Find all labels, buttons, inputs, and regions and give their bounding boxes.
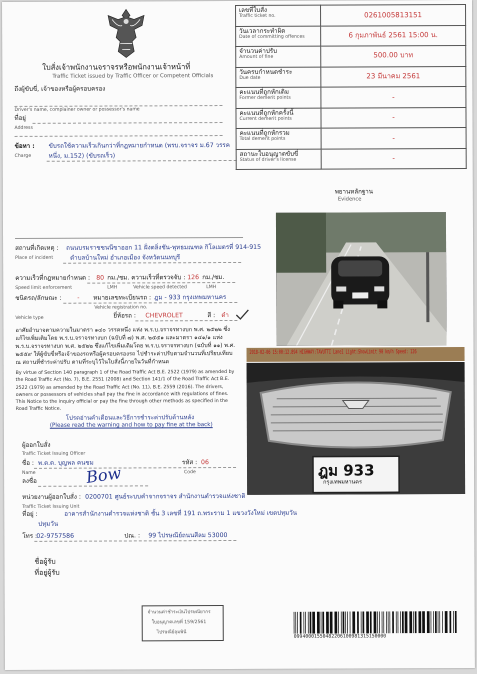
info-label-en: Former demerit points <box>239 95 291 102</box>
info-label-th: คะแนนที่ถูกหักรวม <box>239 129 290 137</box>
issuer-code-label: รหัส : <box>181 459 198 467</box>
info-value: 0261005813151 <box>321 4 466 25</box>
vehicle-plate-label: หมายเลขทะเบียนรถ : <box>93 294 152 302</box>
vehicle-type-value: - <box>77 294 80 302</box>
vehicle-brand-value: CHEVROLET <box>145 312 183 320</box>
to-label: ถึงผู้ขับขี่, เจ้าของหรือผู้ครอบครอง <box>14 85 106 93</box>
place-value: ถนนบรมราชชนนีขาออก 11 ฝั่งตลิ่งชัน-พุทธมณฑล กิโลเมตรที่ 914-915 <box>66 243 262 252</box>
info-row <box>236 66 466 88</box>
issuer-name-label: ชื่อ : <box>21 459 34 467</box>
evidence-car-photo <box>276 212 447 346</box>
info-row <box>236 107 466 129</box>
traffic-ticket-page <box>2 0 475 670</box>
speed-unit-en: LMH <box>107 285 118 291</box>
info-label-th: คะแนนที่ถูกหักเดิม <box>239 88 289 96</box>
place-label: สถานที่เกิดเหตุ : <box>15 244 59 252</box>
plate-number-text: ฎม 933 <box>318 461 375 480</box>
unit-label-en: Traffic Ticket Issuing Unit <box>22 504 80 510</box>
law-text-en: By virtue of Section 140 paragraph 1 of the Road Traffic Act B.E. 2522 (1979) as amended by the Road Traffic Act (No. 7), B.E. 2551 (2008) and Section 141/1 of the Road Traffic Act B.E. 2522 (1979) as amended by the Road Traffic Act (No. 11), B.E. 2559 (2016). The drivers, owners or possessors of vehicles shall pay the fine in accordance with regulations of fines. This Notice to the inquiry official or pay the fine through other methods as specified in the Road Traffic Notice. <box>15 369 235 413</box>
barcode-number: 09940001550482206100981315150000 <box>293 634 387 640</box>
unit-address-value: อาคารสำนักงานตำรวจแห่งชาติ ชั้น 3 เลขที่ 191 ถ.พระราม 1 แขวงวังใหม่ เขตปทุมวัน <box>64 509 297 518</box>
signature-label: ลงชื่อ <box>22 477 37 485</box>
info-value: 6 กุมภาพันธ์ 2561 15:00 น. <box>321 25 466 46</box>
info-label-th: เลขที่ใบสั่ง <box>239 6 268 14</box>
info-value: - <box>321 148 466 169</box>
info-label-th: วันเวลากระทำผิด <box>239 27 286 35</box>
postal-box-line-3: ไปรษณีย์ลุมพินี <box>156 630 187 636</box>
warning-text-en: (Please read the warning and how to pay fine at the back) <box>49 422 213 429</box>
charge-text-2: หนึ่ง, ม.152) (ขับรถเร็ว) <box>48 152 116 160</box>
info-label-th: สถานะใบอนุญาตขับขี่ <box>239 150 299 158</box>
info-label-th: วันครบกำหนดชำระ <box>239 68 293 76</box>
place-value-2: ตำบลบ้านใหม่ อำเภอเมือง จังหวัดนนทบุรี <box>70 254 181 262</box>
law-text-th: อาศัยอำนาจตามความในมาตรา ๑๔๐ วรรคหนึ่ง แห่ง พ.ร.บ.จราจรทางบก พ.ศ. ๒๕๒๒ ซึ่งแก้ไขเพิ่มเติมโดย พ.ร.บ.จราจรทางบก (ฉบับที่ ๗) พ.ศ. ๒๕๕๑ และมาตรา ๑๔๑/๑ แห่ง พ.ร.บ.จราจรทางบก พ.ศ. ๒๕๒๒ ซึ่งแก้ไขเพิ่มเติมโดย พ.ร.บ.จราจรทางบก (ฉบับที่ ๑๑) พ.ศ. ๒๕๕๙ ให้ผู้ขับขี่หรือเจ้าของรถหรือผู้ครอบครองรถ ไปชำระค่าปรับตามจำนวนที่เปรียบเทียบ ณ สถานที่ชำระค่าปรับ ตามที่ระบุไว้ในใบสั่งนี้ภายในวันที่กำหนด <box>15 327 236 367</box>
recipient-address-label: ที่อยู่ผู้รับ <box>34 568 60 577</box>
vehicle-brand-label: ยี่ห้อรถ : <box>113 312 136 320</box>
unit-value: 0200701 ศูนย์ระบบคำจากจราจร สำนักงานตำรวจแห่งชาติ <box>85 492 246 501</box>
unit-tel-label: โทร : <box>22 532 38 540</box>
vehicle-color-label: สี : <box>207 312 216 320</box>
info-row <box>236 127 466 149</box>
info-label-en: Total demerit points <box>239 136 286 143</box>
info-value: - <box>321 127 466 148</box>
speed-limit-value: 80 <box>96 274 105 282</box>
vehicle-type-label-en: Vehicle type <box>15 315 44 321</box>
vehicle-plate-value: ฎม - 933 กรุงเทพมหานคร <box>154 294 227 302</box>
recipient-name-label: ชื่อผู้รับ <box>34 557 56 566</box>
place-label-en: Place of incident <box>15 255 54 261</box>
speed-detected-unit: กม./ชม. <box>202 274 225 282</box>
warning-text-th: โปรดอ่านคำเตือนและวิธีการชำระค่าปรับด้านหลัง <box>65 414 195 422</box>
info-label-en: Date of committing offences <box>239 34 305 40</box>
ticket-info-table <box>235 4 467 170</box>
evidence-title-th: พยานหลักฐาน <box>334 188 374 196</box>
unit-tel-value: 02-9757586 <box>36 532 75 540</box>
address-label-th: ที่อยู่ <box>14 114 26 122</box>
unit-address-value-2: ปทุมวัน <box>38 520 59 528</box>
issuer-signature: Bow <box>84 463 123 487</box>
speed-detected-label-en: Vehicle speed detected <box>133 285 187 291</box>
info-label-th: คะแนนที่ถูกหักครั้งนี้ <box>239 109 294 117</box>
unit-post-value: 99 ไปรษณีย์ถนนสีลม 53000 <box>148 532 228 540</box>
info-label-en: Traffic ticket no. <box>239 13 276 20</box>
postal-box-line-1: จำนวนค่าชำระเงินไปรษณียากร <box>147 610 211 616</box>
speed-detected-label: ความเร็วที่ตรวจจับ : <box>131 274 186 282</box>
info-row <box>236 4 466 26</box>
speed-detected-unit-en: LMH <box>206 285 217 291</box>
info-label-en: Due date <box>239 75 261 81</box>
speed-limit-label: ความเร็วที่กฎหมายกำหนด : <box>15 274 91 282</box>
vehicle-plate-label-en: Vehicle registration no. <box>94 305 148 311</box>
ticket-title-en: Traffic Ticket issued by Traffic Officer or Competent Officials <box>52 73 214 80</box>
info-row <box>236 45 466 67</box>
charge-label: ข้อหา : <box>14 142 35 150</box>
checkmark-icon <box>235 306 249 318</box>
vehicle-color-value: ดำ <box>221 312 229 320</box>
evidence-title-en: Evidence <box>337 196 362 203</box>
info-value: - <box>321 107 466 128</box>
plate-province-text: กรุงเทพมหานคร <box>323 479 362 486</box>
speed-limit-unit: กม./ชม. <box>107 274 130 282</box>
unit-post-label: ปณ. : <box>124 532 141 540</box>
info-row <box>236 86 466 108</box>
info-label-en: Amount of fine <box>239 54 274 61</box>
ticket-title-th: ใบสั่งเจ้าพนักงานจราจรหรือพนักงานเจ้าหน้าที่ <box>42 62 191 72</box>
info-label-th: จำนวนค่าปรับ <box>239 47 278 55</box>
vehicle-type-label: ชนิดรถ/ลักษณะ : <box>15 294 62 302</box>
charge-text: ขับรถใช้ความเร็วเกินกว่าที่กฎหมายกำหนด (พรบ.จราจร ม.67 วรรค <box>48 142 230 150</box>
info-value: 500.00 บาท <box>321 45 466 66</box>
issuer-name-value: พ.ต.ต. บุญพล คนชม <box>37 459 94 467</box>
unit-address-label: ที่อยู่ : <box>22 510 38 518</box>
info-label-en: Current demerit points <box>239 116 292 122</box>
camera-overlay-text: 2018-02-06 15:00:12.894 HIGHWAY:TAVUTTI Lane1 Light:ShowLimit 90 km/h Speed: 126 <box>249 349 417 356</box>
issuer-label-en: Traffic Ticket Issuing Officer <box>21 451 86 457</box>
charge-label-en: Charge <box>14 153 32 159</box>
info-value: - <box>321 86 466 107</box>
unit-label: หน่วยงานผู้ออกใบสั่ง : <box>22 493 81 501</box>
issuer-code-en: Code <box>184 470 196 476</box>
postal-box-line-2: ใบอนุญาตเลขที่ 159/2561 <box>151 620 207 626</box>
issuer-label: ผู้ออกใบสั่ง <box>21 441 51 449</box>
issuer-code-value: 06 <box>200 459 209 467</box>
info-row <box>236 25 466 47</box>
info-label-en: Status of driver's license <box>239 157 297 163</box>
info-row <box>236 148 466 170</box>
garuda-emblem-icon <box>104 7 148 59</box>
speed-limit-label-en: Speed limit enforcement <box>15 285 73 291</box>
barcode <box>293 611 458 634</box>
speed-detected-value: 126 <box>187 274 200 282</box>
address-label-en: Address <box>14 125 33 131</box>
info-value: 23 มีนาคม 2561 <box>321 66 466 87</box>
issuer-name-en: Name <box>22 470 36 476</box>
driver-name-label: Driver's name, complainer owner or possessor's name <box>14 107 140 113</box>
